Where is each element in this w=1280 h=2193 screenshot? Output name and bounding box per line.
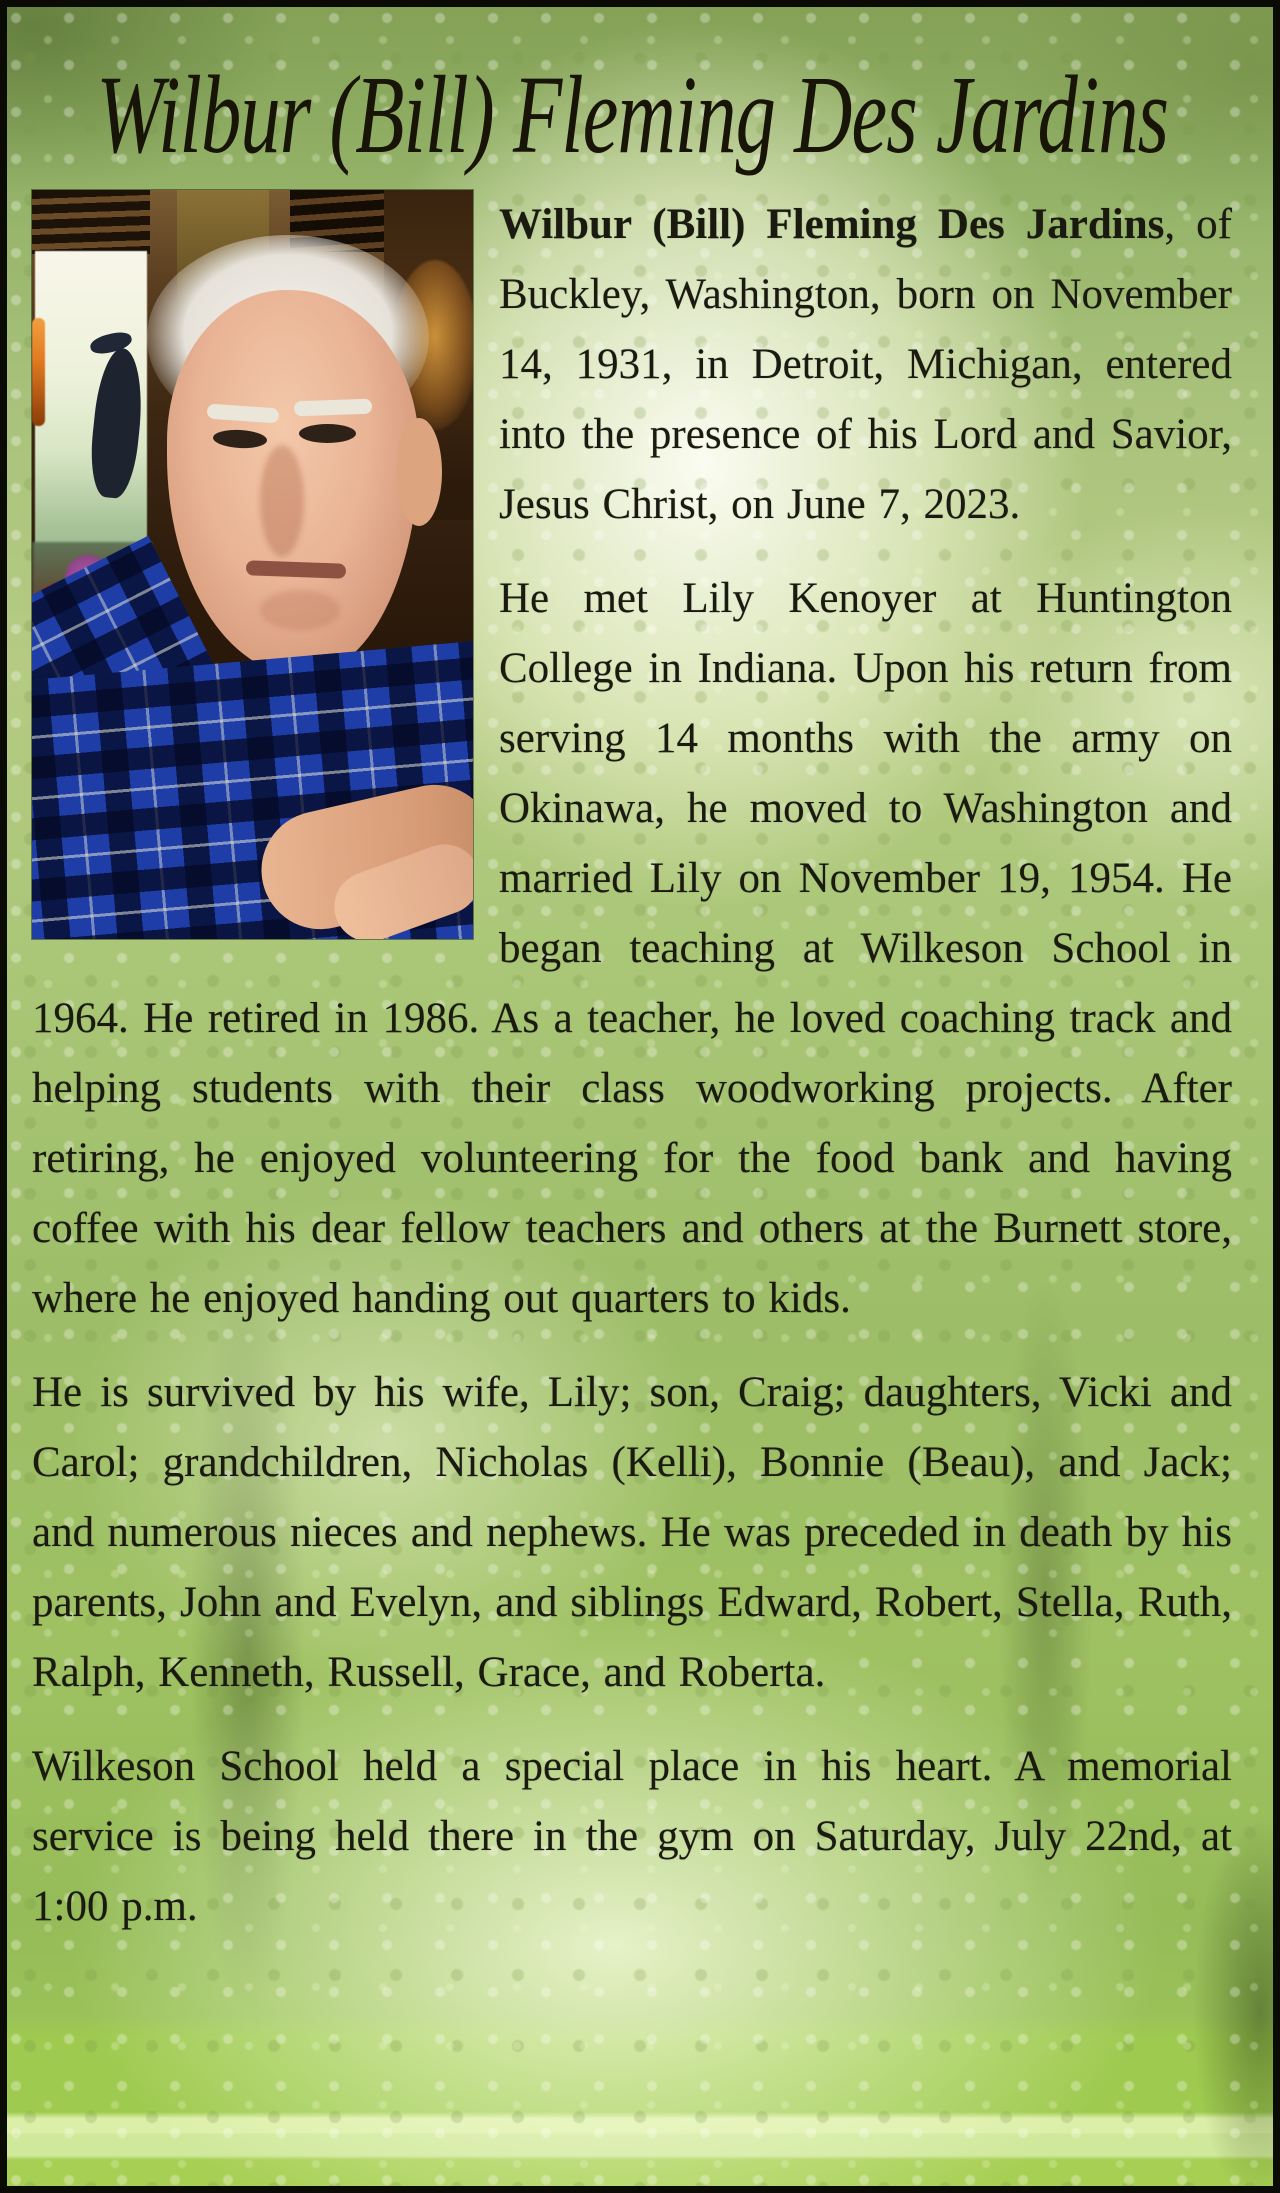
paragraph-intro-text: , of Buckley, Washington, born on November 14, 1931, in Detroit, Michigan, entered into the presence of his Lord and Savior, Jesus Christ, on June 7, 2023. [499, 201, 1232, 528]
deceased-name: Wilbur (Bill) Fleming Des Jardins [499, 201, 1165, 248]
paragraph-memorial-service: Wilkeson School held a special place in his heart. A memorial service is being held there in the gym on Saturday, July 22nd, at 1:00 p.m. [32, 1743, 1232, 1930]
portrait-photo [32, 190, 473, 939]
photo-window-blinds-left [32, 190, 150, 254]
obituary-content [7, 45, 1273, 1942]
paragraph-survivors: He is survived by his wife, Lily; son, Craig; daughters, Vicki and Carol; grandchildren, Nicholas (Kelli), Bonnie (Beau), and Jack; and numerous nieces and nephews. He was preceded in death by his parents, John and Evelyn, and siblings Edward, Robert, Stella, Ruth, Ralph, Kenneth, Russell, Grace, and Roberta. [32, 1369, 1232, 1696]
masthead [32, 45, 1232, 190]
photo-neck [250, 618, 342, 710]
obituary-title: Wilbur (Bill) Fleming Des Jardins [96, 54, 1168, 178]
paragraph-life-story: He met Lily Kenoyer at Huntington College in Indiana. Upon his return from serving 14 months with the army on Okinawa, he moved to Washington and married Lily on November 19, 1954. He began teaching at Wilkeson School in 1964. He retired in 1986. As a teacher, he loved coaching track and helping students with their class woodworking projects. After retiring, he enjoyed volunteering for the food bank and having coffee with his dear fellow teachers and others at the Burnett store, where he enjoyed handing out quarters to kids. [32, 575, 1232, 1322]
photo-right-eye [299, 424, 356, 443]
photo-nose-shadow [260, 445, 304, 557]
photo-right-eyebrow [294, 399, 372, 417]
photo-orange-curtain [32, 318, 45, 426]
photo-right-ear [396, 418, 442, 526]
